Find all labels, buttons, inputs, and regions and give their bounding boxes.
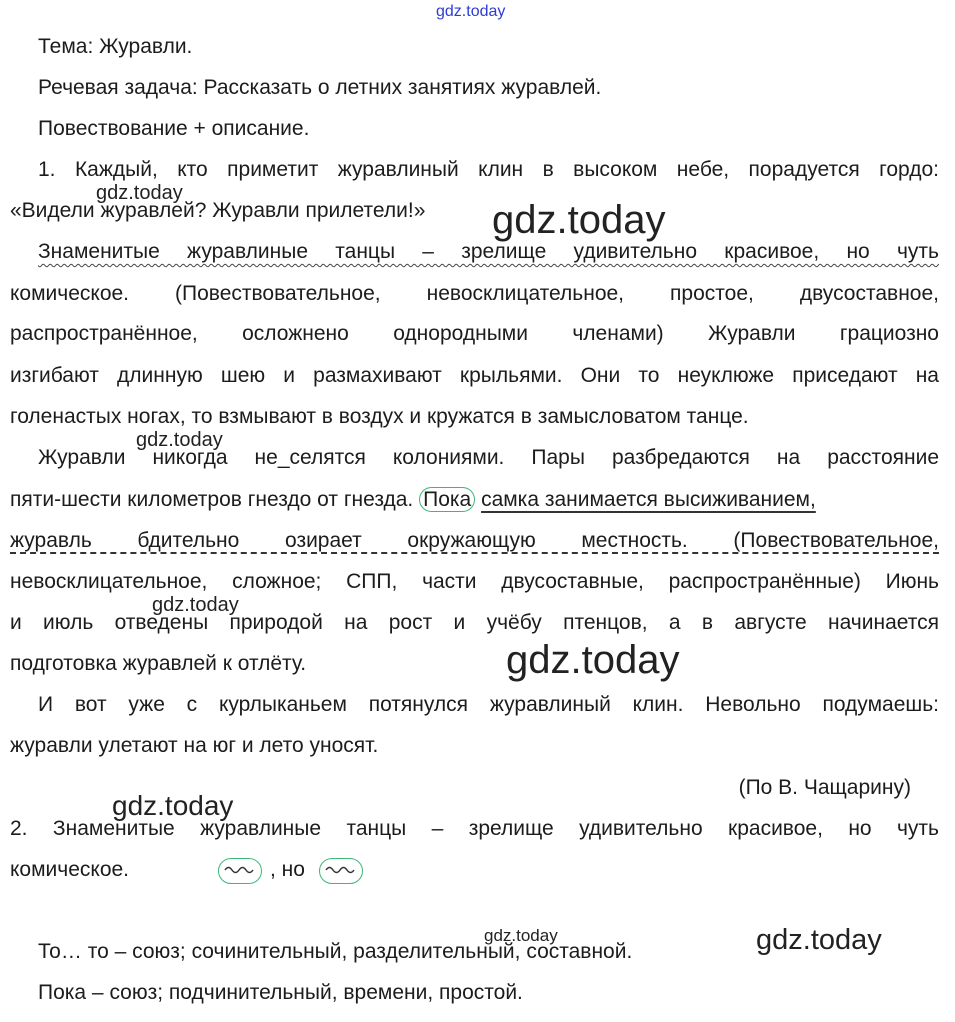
paragraph-line-with-conjunction — [10, 486, 939, 514]
source-attribution: (По В. Чащарину) — [738, 776, 911, 799]
wavy-line-icon — [219, 859, 259, 881]
watermark: gdz.today — [136, 429, 223, 451]
paragraph-line: журавли улетают на юг и лето уносят. — [10, 734, 379, 757]
paragraph-line: Журавли никогда не_селятся колониями. Пары разбредаются на расстояние — [38, 446, 939, 469]
note-poka: Пока – союз; подчинительный, времени, простой. — [38, 981, 523, 1004]
watermark: gdz.today — [492, 198, 666, 242]
topic: Тема: Журавли. — [38, 35, 193, 58]
clause-underlined: самка занимается высиживанием, — [481, 488, 816, 511]
scheme-separator: , но — [270, 858, 305, 881]
paragraph-line: распространённое, осложнено однородными членами) Журавли грациозно — [10, 322, 939, 345]
watermark: gdz.today — [756, 924, 882, 956]
paragraph-line: И вот уже с курлыканьем потянулся журавлиный клин. Невольно подумаешь: — [38, 693, 939, 716]
paragraph-line: и июль отведены природой на рост и учёбу птенцов, а в августе начинается — [10, 611, 939, 634]
paragraph-line-underlined: Знаменитые журавлиные танцы – зрелище удивительно красивое, но чуть — [38, 240, 939, 263]
watermark-top: gdz.today — [436, 3, 506, 20]
watermark: gdz.today — [96, 182, 183, 204]
paragraph-line: изгибают длинную шею и размахивают крыльями. Они то неуклюже приседают на — [10, 364, 939, 387]
paragraph-line: «Видели журавлей? Журавли прилетели!» — [10, 199, 426, 222]
paragraph-line-underlined: журавль бдительно озирает окружающую местность. (Повествовательное, — [10, 529, 939, 552]
speech-task: Речевая задача: Рассказать о летних занятиях журавлей. — [38, 76, 602, 99]
task2-line: комическое. — [10, 858, 130, 881]
paragraph-line: невосклицательное, сложное; СПП, части двусоставные, распространённые) Июнь — [10, 570, 939, 593]
paragraph-line: подготовка журавлей к отлёту. — [10, 652, 307, 675]
watermark: gdz.today — [484, 926, 558, 945]
wavy-line-icon — [320, 859, 360, 881]
watermark: gdz.today — [152, 594, 239, 616]
paragraph-line: голенастых ногах, то взмывают в воздух и кружатся в замысловатом танце. — [10, 405, 749, 428]
conjunction-circled: Пока — [419, 487, 475, 512]
predicate-scheme-shape — [218, 858, 262, 884]
watermark: gdz.today — [112, 790, 234, 821]
note-to-to: То… то – союз; сочинительный, разделительный, составной. — [38, 940, 633, 963]
paragraph-line: 1. Каждый, кто приметит журавлиный клин в высоком небе, порадуется гордо: — [38, 158, 939, 181]
sentence-start: пяти-шести километров гнездо от гнезда. — [10, 488, 414, 511]
paragraph-line: комическое. (Повествовательное, невосклицательное, простое, двусоставное, — [10, 282, 939, 305]
predicate-scheme-shape — [319, 858, 363, 884]
text-type: Повествование + описание. — [38, 117, 310, 140]
watermark: gdz.today — [506, 638, 680, 682]
task2-line: 2. Знаменитые журавлиные танцы – зрелище удивительно красивое, но чуть — [10, 817, 939, 840]
